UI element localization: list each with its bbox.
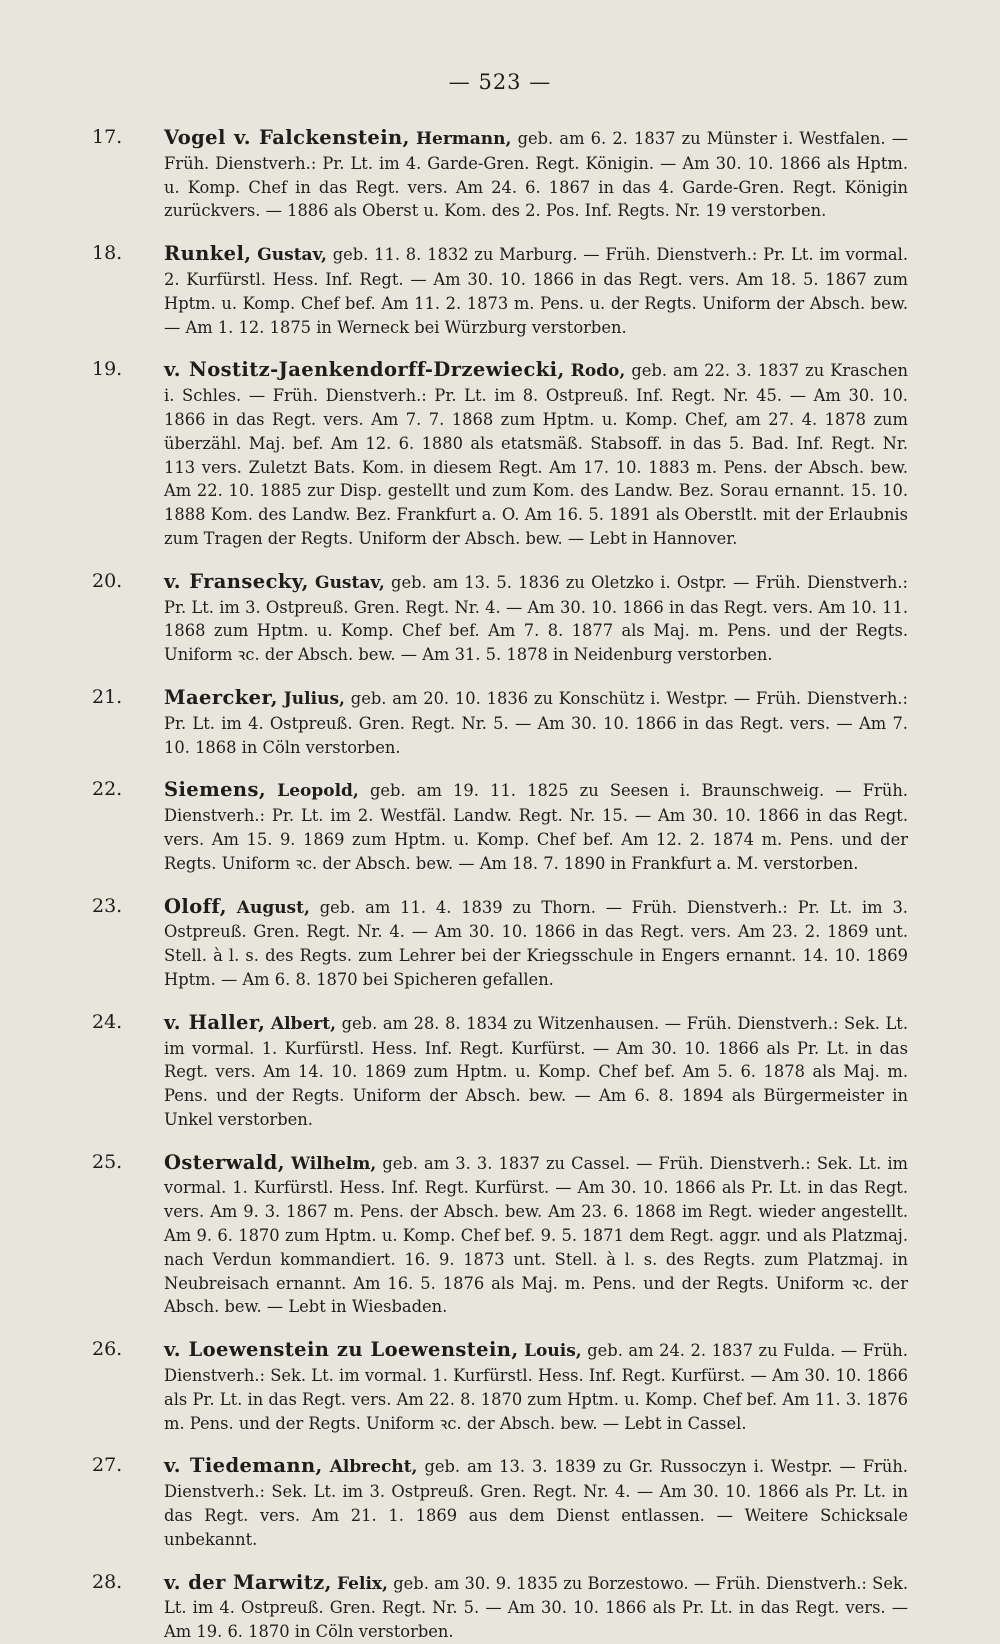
entry-number: 17. xyxy=(92,126,123,148)
entry-number: 18. xyxy=(92,242,123,265)
entry-20 xyxy=(92,570,908,667)
entry-surname: v. Loewenstein zu Loewenstein, xyxy=(164,1338,519,1362)
entry-surname: Vogel v. Falckenstein, xyxy=(164,126,410,149)
entry-given-name: Gustav, xyxy=(257,245,327,266)
entry-surname: v. Nostitz-Jaenkendorff-Drzewiecki, xyxy=(164,358,565,382)
entry-surname: Maercker, xyxy=(164,685,278,709)
entry-18 xyxy=(92,242,908,339)
entry-surname: Runkel, xyxy=(164,242,252,266)
entry-given-name: Wilhelm, xyxy=(290,1153,377,1174)
entry-27 xyxy=(92,1454,908,1551)
entry-given-name: Albrecht, xyxy=(329,1457,418,1478)
entry-number: 22. xyxy=(92,778,123,801)
entry-number: 21. xyxy=(92,685,123,708)
entry-text: geb. am 11. 4. 1839 zu Thorn. — Früh. Dienstverh.: Pr. Lt. im 3. Ostpreuß. Gren. Regt. Nr. 4. — Am 30. 10. 1866 in das Regt. vers. Am 23. 2. 1869 unt. Stell. à l. s. des Regts. zum Lehrer bei der Kriegsschule in Engers ernannt. 14. 10. 1869 Hptm. — Am 6. 8. 1870 bei Spicheren gefallen. xyxy=(164,897,908,989)
entry-number: 19. xyxy=(92,358,123,381)
entry-given-name: Leopold, xyxy=(277,781,359,802)
entry-text: geb. am 19. 11. 1825 zu Seesen i. Braunschweig. — Früh. Dienstverh.: Pr. Lt. im 2. Westfäl. Landw. Regt. Nr. 15. — Am 30. 10. 1866 in das Regt. vers. Am 15. 9. 1869 zum Hptm. u. Komp. Chef bef. Am 12. 2. 1874 m. Pens. und der Regts. Uniform ꝛc. der Absch. bew. — Am 18. 7. 1890 in Frankfurt a. M. verstorben. xyxy=(164,781,908,873)
entry-text: geb. am 20. 10. 1836 zu Konschütz i. Westpr. — Früh. Dienstverh.: Pr. Lt. im 4. Ostpreuß. Gren. Regt. Nr. 5. — Am 30. 10. 1866 in das Regt. vers. — Am 7. 10. 1868 in Cöln verstorben. xyxy=(164,688,908,757)
entry-surname: v. der Marwitz, xyxy=(164,1570,332,1594)
entry-given-name: August, xyxy=(236,897,310,918)
entry-given-name: Julius, xyxy=(283,688,345,709)
entry-text: geb. am 13. 5. 1836 zu Oletzko i. Ostpr. — Früh. Dienstverh.: Pr. Lt. im 3. Ostpreuß. Gren. Regt. Nr. 4. — Am 30. 10. 1866 in das Regt. vers. Am 10. 11. 1868 zum Hptm. u. Komp. Chef bef. Am 7. 8. 1877 als Maj. m. Pens. und der Regts. Uniform ꝛc. der Absch. bew. — Am 31. 5. 1878 in Neidenburg verstorben. xyxy=(164,572,908,665)
entry-number: 26. xyxy=(92,1338,123,1361)
entry-surname: v. Haller, xyxy=(164,1010,266,1034)
entry-number: 20. xyxy=(92,569,123,592)
entry-given-name: Louis, xyxy=(524,1341,582,1362)
entry-surname: Oloff, xyxy=(164,894,227,918)
entry-text: geb. am 24. 2. 1837 zu Fulda. — Früh. Dienstverh.: Sek. Lt. im vormal. 1. Kurfürstl. Hess. Inf. Regt. Kurfürst. — Am 30. 10. 1866 als Pr. Lt. in das Regt. vers. Am 22. 8. 1870 zum Hptm. u. Komp. Chef bef. Am 11. 3. 1876 m. Pens. und der Regts. Uniform ꝛc. der Absch. bew. — Lebt in Cassel. xyxy=(164,1341,908,1433)
entry-number: 25. xyxy=(92,1150,123,1173)
entry-number: 28. xyxy=(92,1570,123,1593)
entry-text: geb. am 6. 2. 1837 zu Münster i. Westfalen. — Früh. Dienstverh.: Pr. Lt. im 4. Garde-Gren. Regt. Königin. — Am 30. 10. 1866 als Hptm. u. Komp. Chef in das Regt. vers. Am 24. 6. 1867 in das 4. Garde-Gren. Regt. Königin zurückvers. — 1886 als Oberst u. Kom. des 2. Pos. Inf. Regts. Nr. 19 verstorben. xyxy=(164,129,908,221)
entry-19 xyxy=(92,358,908,550)
entry-text: geb. am 22. 3. 1837 zu Kraschen i. Schles. — Früh. Dienstverh.: Pr. Lt. im 8. Ostpreuß. Inf. Regt. Nr. 45. — Am 30. 10. 1866 in das Regt. vers. Am 7. 7. 1868 zum Hptm. u. Komp. Chef, am 27. 4. 1878 zum überzähl. Maj. bef. Am 12. 6. 1880 als etatsmäß. Stabsoff. in das 5. Bad. Inf. Regt. Nr. 113 vers. Zuletzt Bats. Kom. in diesem Regt. Am 17. 10. 1883 m. Pens. der Absch. bew. Am 22. 10. 1885 zur Disp. gestellt und zum Kom. des Landw. Bez. Sorau ernannt. 15. 10. 1888 Kom. des Landw. Bez. Frankfurt a. O. Am 16. 5. 1891 als Oberstlt. mit der Erlaubnis zum Tragen der Regts. Uniform der Absch. bew. — Lebt in Hannover. xyxy=(164,361,908,548)
entry-given-name: Gustav, xyxy=(315,572,385,593)
page-number: — 523 — xyxy=(448,70,552,94)
entry-24 xyxy=(92,1011,908,1132)
entry-text: geb. am 28. 8. 1834 zu Witzenhausen. — Früh. Dienstverh.: Sek. Lt. im vormal. 1. Kurfürstl. Hess. Inf. Regt. Kurfürst. — Am 30. 10. 1866 als Pr. Lt. in das Regt. vers. Am 14. 10. 1869 zum Hptm. u. Komp. Chef bef. Am 5. 6. 1878 als Maj. m. Pens. und der Regts. Uniform der Absch. bew. — Am 6. 8. 1894 als Bürgermeister in Unkel verstorben. xyxy=(164,1013,909,1129)
entry-given-name: Hermann, xyxy=(415,129,512,149)
entry-surname: v. Tiedemann, xyxy=(164,1454,323,1478)
entry-text: geb. am 30. 9. 1835 zu Borzestowo. — Früh. Dienstverh.: Sek. Lt. im 4. Ostpreuß. Gren. Regt. Nr. 5. — Am 30. 10. 1866 als Pr. Lt. in das Regt. vers. — Am 19. 6. 1870 in Cöln verstorben. xyxy=(164,1573,909,1642)
entry-given-name: Albert, xyxy=(270,1013,336,1034)
entry-number: 23. xyxy=(92,894,123,917)
entry-surname: v. Fransecky, xyxy=(164,569,309,593)
entry-text: geb. 11. 8. 1832 zu Marburg. — Früh. Dienstverh.: Pr. Lt. im vormal. 2. Kurfürstl. Hess. Inf. Regt. — Am 30. 10. 1866 in das Regt. vers. Am 18. 5. 1867 zum Hptm. u. Komp. Chef bef. Am 11. 2. 1873 m. Pens. u. der Regts. Uniform der Absch. bew. — Am 1. 12. 1875 in Werneck bei Würzburg verstorben. xyxy=(164,245,908,337)
entry-23 xyxy=(92,895,908,992)
entry-26 xyxy=(92,1338,908,1435)
entry-22 xyxy=(92,778,908,875)
entry-surname: Osterwald, xyxy=(164,1150,285,1174)
entry-given-name: Rodo, xyxy=(570,361,626,382)
entry-number: 24. xyxy=(92,1010,123,1033)
entry-17 xyxy=(92,126,908,223)
entry-given-name: Felix, xyxy=(337,1573,388,1594)
entry-text: geb. am 13. 3. 1839 zu Gr. Russoczyn i. Westpr. — Früh. Dienstverh.: Sek. Lt. im 3. Ostpreuß. Gren. Regt. Nr. 4. — Am 30. 10. 1866 als Pr. Lt. in das Regt. vers. Am 21. 1. 1869 aus dem Dienst entlassen. — Weitere Schicksale unbekannt. xyxy=(164,1457,908,1549)
entry-number: 27. xyxy=(92,1454,123,1477)
entry-surname: Siemens, xyxy=(164,778,267,802)
entry-text: geb. am 3. 3. 1837 zu Cassel. — Früh. Dienstverh.: Sek. Lt. im vormal. 1. Kurfürstl. Hess. Inf. Regt. Kurfürst. — Am 30. 10. 1866 als Pr. Lt. in das Regt. vers. Am 9. 3. 1867 m. Pens. der Absch. bew. Am 23. 6. 1868 im Regt. wieder angestellt. Am 9. 6. 1870 zum Hptm. u. Komp. Chef bef. 9. 5. 1871 dem Regt. aggr. und als Platzmaj. nach Verdun kommandiert. 16. 9. 1873 unt. Stell. à l. s. des Regts. zum Platzmaj. in Neubreisach ernannt. Am 16. 5. 1876 als Maj. m. Pens. und der Regts. Uniform ꝛc. der Absch. bew. — Lebt in Wiesbaden. xyxy=(164,1153,908,1317)
entry-25 xyxy=(92,1151,908,1320)
entry-28 xyxy=(92,1571,908,1644)
entry-21 xyxy=(92,686,908,759)
